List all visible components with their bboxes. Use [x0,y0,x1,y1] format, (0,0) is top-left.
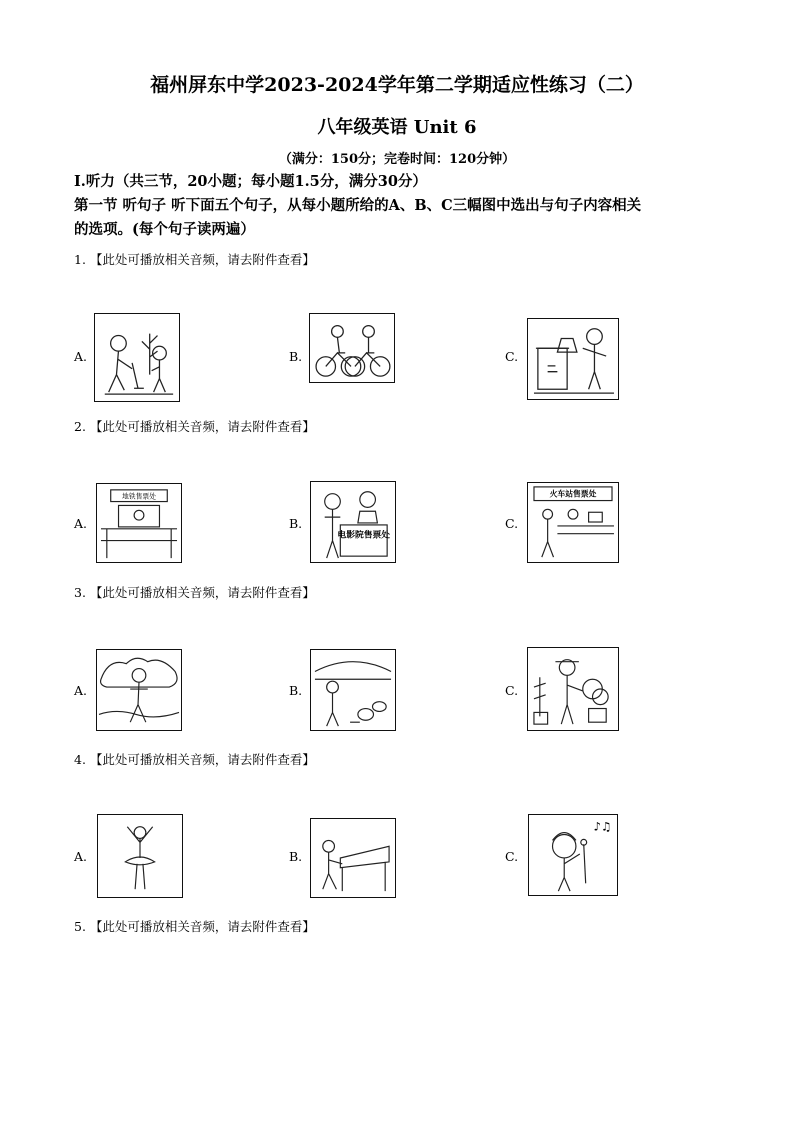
option-3a-label[interactable]: A. [74,683,88,698]
jogging-in-park-icon[interactable] [96,649,182,731]
part1-instructions-line1: 第一节 听句子 听下面五个句子，从每小题所给的A、B、C三幅图中选出与句子内容相关 [74,197,642,214]
gardener-icon[interactable] [527,647,619,731]
page-title: 福州屏东中学2023-2024学年第二学期适应性练习（二） [150,74,644,96]
option-1c-label[interactable]: C. [505,349,519,364]
svg-text:地铁售票处: 地铁售票处 [121,492,157,501]
question-3: 3. 【此处可播放相关音频，请去附件查看】 [74,585,315,600]
svg-text:电影院售票处: 电影院售票处 [337,530,391,541]
audio-placeholder-4[interactable]: 【此处可播放相关音频，请去附件查看】 [89,752,315,767]
singer-icon[interactable] [528,814,618,896]
question-1: 1. 【此处可播放相关音频，请去附件查看】 [74,252,315,267]
option-1a-label[interactable]: A. [74,349,88,364]
part1-instructions-line2: 的选项。(每个句子读两遍） [74,221,255,238]
subway-ticket-office-icon[interactable] [96,483,182,563]
audio-placeholder-3[interactable]: 【此处可播放相关音频，请去附件查看】 [89,585,315,600]
train-ticket-office-icon[interactable] [527,482,619,563]
recycling-icon[interactable] [527,318,619,400]
option-2c-label[interactable]: C. [505,516,519,531]
svg-text:火车站售票处: 火车站售票处 [549,489,597,499]
planting-trees-icon[interactable] [94,313,180,402]
cycling-icon[interactable] [309,313,395,383]
option-3b-label[interactable]: B. [289,683,303,698]
section-heading: Ⅰ.听力（共三节，20小题；每小题1.5分，满分30分） [74,173,427,190]
question-2: 2. 【此处可播放相关音频，请去附件查看】 [74,419,315,434]
audio-placeholder-1[interactable]: 【此处可播放相关音频，请去附件查看】 [89,252,315,267]
farmer-icon[interactable] [310,649,396,731]
option-4c-label[interactable]: C. [505,849,519,864]
audio-placeholder-2[interactable]: 【此处可播放相关音频，请去附件查看】 [89,419,315,434]
exam-meta: （满分：150分；完卷时间：120分钟） [278,152,516,167]
option-2b-label[interactable]: B. [289,516,303,531]
question-5: 5. 【此处可播放相关音频，请去附件查看】 [74,919,315,934]
ballet-icon[interactable] [97,814,183,898]
option-4b-label[interactable]: B. [289,849,303,864]
option-1b-label[interactable]: B. [289,349,303,364]
audio-placeholder-5[interactable]: 【此处可播放相关音频，请去附件查看】 [89,919,315,934]
cinema-ticket-office-icon[interactable] [310,481,396,563]
page-subtitle: 八年级英语 Unit 6 [317,117,477,138]
question-4: 4. 【此处可播放相关音频，请去附件查看】 [74,752,315,767]
option-3c-label[interactable]: C. [505,683,519,698]
option-4a-label[interactable]: A. [74,849,88,864]
option-2a-label[interactable]: A. [74,516,88,531]
svg-text:♪♫: ♪♫ [593,819,612,834]
piano-icon[interactable] [310,818,396,898]
